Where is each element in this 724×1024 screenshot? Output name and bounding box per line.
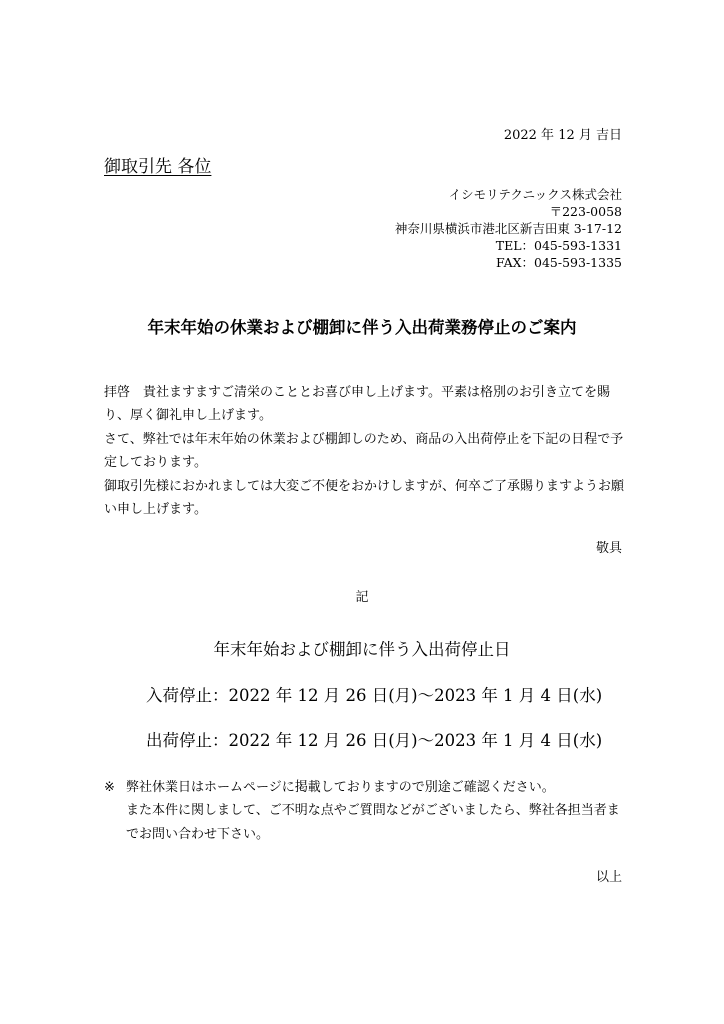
addressee: 御取引先 各位 (104, 157, 212, 177)
body-paragraph-greeting: 拝啓 貴社ますますご清栄のこととお喜び申し上げます。平素は格別のお引き立てを賜り、厚く御礼申し上げます。 (104, 385, 610, 424)
body-paragraph-notice: さて、弊社では年末年始の休業および棚卸しのため、商品の入出荷停止を下記の日程で予定しております。 (104, 431, 624, 471)
inbound-stop-period: 入荷停止：2022 年 12 月 26 日(月)～2023 年 1 月 4 日(水) (146, 686, 603, 705)
outbound-stop-period: 出荷停止：2022 年 12 月 26 日(月)～2023 年 1 月 4 日(水) (146, 731, 603, 750)
sender-block (395, 186, 622, 271)
sender-address: 神奈川県横浜市港北区新吉田東 3-17-12 (394, 221, 622, 236)
note-block (104, 776, 624, 846)
end-ijo: 以上 (595, 870, 622, 885)
sender-fax: FAX：045-593-1335 (496, 255, 622, 270)
letter-body (104, 381, 624, 521)
document-subject: 年末年始の休業および棚卸に伴う入出荷業務停止のご案内 (147, 318, 577, 337)
document-date: 2022 年 12 月 吉日 (503, 128, 622, 143)
closing-keigu: 敬具 (595, 541, 622, 556)
sender-tel: TEL：045-593-1331 (495, 238, 622, 253)
sender-company: イシモリテクニックス株式会社 (448, 187, 622, 202)
note-line-contact: また本件に関しまして、ご不明な点やご質問などがございましたら、弊社各担当者までお問い合わせ下さい。 (126, 803, 620, 842)
note-line-holiday: 弊社休業日はホームページに掲載しておりますので別途ご確認ください。 (126, 780, 555, 795)
ki-marker: 記 (355, 590, 369, 605)
note-row (104, 776, 624, 799)
note-mark: ※ (104, 780, 115, 795)
sender-postal: 〒223-0058 (549, 204, 622, 219)
notice-heading: 年末年始および棚卸に伴う入出荷停止日 (213, 640, 511, 659)
body-paragraph-apology: 御取引先様におかれましては大変ご不便をおかけしますが、何卒ご了承賜りますようお願い申し上げます。 (104, 478, 625, 518)
